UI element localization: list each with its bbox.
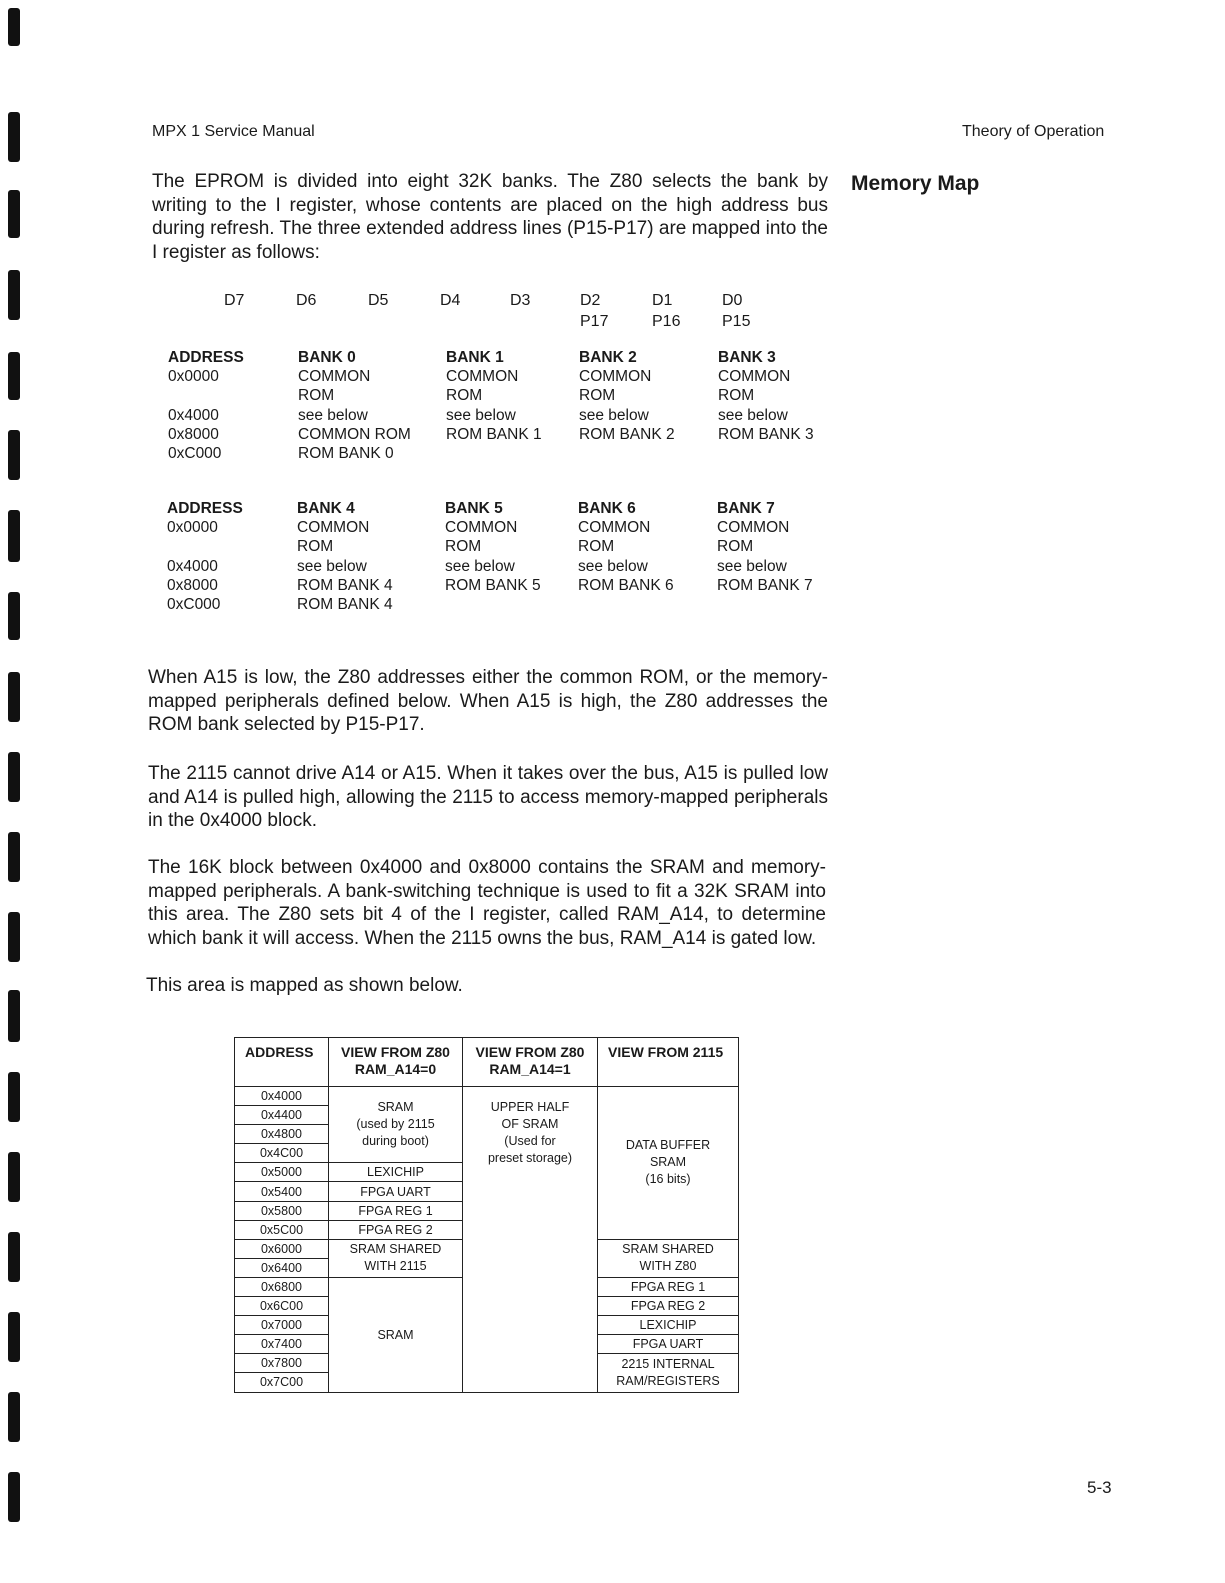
region-line: preset storage) xyxy=(487,1151,573,1166)
address-cell: 0x5400 xyxy=(235,1182,329,1201)
address-value: 0x4000 xyxy=(167,557,218,575)
bank-cell: see below xyxy=(718,406,788,424)
address-cell: 0x6400 xyxy=(235,1258,329,1277)
header-z80-ram-a14-1 xyxy=(463,1038,598,1087)
address-header: ADDRESS xyxy=(168,349,244,366)
bit-p16: P16 xyxy=(652,313,681,330)
address-value: 0x8000 xyxy=(167,576,218,594)
region-fpga-reg-1: FPGA REG 1 xyxy=(329,1201,463,1220)
bank-0-column xyxy=(298,348,411,463)
bank-cell: ROM xyxy=(446,387,483,405)
address-cell: 0x4000 xyxy=(235,1087,329,1106)
bank-cell: see below xyxy=(297,557,367,575)
address-value: 0xC000 xyxy=(167,596,221,614)
header-line: VIEW FROM Z80 xyxy=(341,1044,450,1060)
address-cell: 0x5000 xyxy=(235,1163,329,1182)
region-line: SRAM SHARED xyxy=(349,1242,442,1257)
address-cell: 0x4400 xyxy=(235,1106,329,1125)
bank-cell: COMMON xyxy=(717,519,790,537)
address-cell: 0x7000 xyxy=(235,1316,329,1335)
header-line: RAM_A14=0 xyxy=(354,1061,437,1077)
region-line: during boot) xyxy=(362,1134,429,1149)
address-value: 0x8000 xyxy=(168,425,219,443)
bit-p17: P17 xyxy=(580,313,609,330)
bank-cell: ROM xyxy=(717,538,754,556)
bank-header: BANK 0 xyxy=(298,349,356,366)
bank-header: BANK 4 xyxy=(297,500,355,517)
address-value: 0x0000 xyxy=(167,519,218,537)
address-cell: 0x7400 xyxy=(235,1335,329,1354)
bank-cell: ROM xyxy=(297,538,334,556)
header-address: ADDRESS xyxy=(235,1038,329,1087)
bank-cell: ROM xyxy=(718,387,755,405)
bank-3-column xyxy=(718,348,814,444)
address-value: 0xC000 xyxy=(168,445,222,463)
header-z80-ram-a14-0 xyxy=(329,1038,463,1087)
region-2115-lexichip: LEXICHIP xyxy=(598,1316,739,1335)
bank-cell: COMMON xyxy=(298,368,371,386)
region-line: (used by 2115 xyxy=(356,1117,435,1132)
region-sram-shared-with-2115 xyxy=(329,1239,463,1277)
bank-cell: ROM xyxy=(579,387,616,405)
bank-cell: ROM BANK 4 xyxy=(297,576,393,594)
bank-2-column xyxy=(579,348,675,444)
region-line: (16 bits) xyxy=(645,1172,691,1187)
bank-cell: see below xyxy=(579,406,649,424)
bank-header: BANK 1 xyxy=(446,349,504,366)
bank-header: BANK 7 xyxy=(717,500,775,517)
bank-1-column xyxy=(446,348,542,444)
bank-cell: ROM BANK 1 xyxy=(446,425,542,443)
bank-header: BANK 6 xyxy=(578,500,636,517)
bank-header: BANK 2 xyxy=(579,349,637,366)
bank-cell: see below xyxy=(445,557,515,575)
bank-cell: COMMON xyxy=(579,368,652,386)
memory-map-table xyxy=(234,1037,739,1393)
region-sram-boot xyxy=(329,1087,463,1163)
bank-7-column xyxy=(717,499,813,595)
bank-cell: see below xyxy=(717,557,787,575)
region-2115-fpga-uart: FPGA UART xyxy=(598,1335,739,1354)
bank-header: BANK 5 xyxy=(445,500,503,517)
address-value: 0x0000 xyxy=(168,368,219,386)
manual-title: MPX 1 Service Manual xyxy=(152,123,315,140)
bank-cell: see below xyxy=(578,557,648,575)
bank-6-column xyxy=(578,499,674,595)
address-column xyxy=(167,499,243,614)
bit-d0: D0 xyxy=(722,292,743,309)
region-line: (Used for xyxy=(504,1134,556,1149)
address-cell: 0x5C00 xyxy=(235,1220,329,1239)
address-value: 0x4000 xyxy=(168,406,219,424)
region-line: WITH Z80 xyxy=(639,1259,697,1274)
bit-p15: P15 xyxy=(722,313,751,330)
bit-d1: D1 xyxy=(652,292,673,309)
bit-d5: D5 xyxy=(368,292,389,309)
bit-d6: D6 xyxy=(296,292,317,309)
section-title: Theory of Operation xyxy=(962,123,1105,140)
paragraph-mapped-below: This area is mapped as shown below. xyxy=(146,975,463,996)
address-cell: 0x7800 xyxy=(235,1354,329,1373)
header-view-2115: VIEW FROM 2115 xyxy=(598,1038,739,1087)
bank-cell: ROM BANK 2 xyxy=(579,425,675,443)
bit-d7: D7 xyxy=(224,292,245,309)
bank-cell: ROM xyxy=(578,538,615,556)
region-upper-half-sram xyxy=(463,1087,598,1393)
bank-header: BANK 3 xyxy=(718,349,776,366)
bank-cell: ROM BANK 5 xyxy=(445,576,541,594)
paragraph-2115-bus: The 2115 cannot drive A14 or A15. When it takes over the bus, A15 is pulled low and A14 is pulled high, allowing the 2115 to access memory-mapped peripherals in the 0x4000 block. xyxy=(148,763,828,831)
region-lexichip: LEXICHIP xyxy=(329,1163,463,1182)
region-sram: SRAM xyxy=(329,1277,463,1392)
bank-cell: see below xyxy=(446,406,516,424)
region-line: 2215 INTERNAL xyxy=(621,1356,715,1371)
region-2115-fpga-reg-1: FPGA REG 1 xyxy=(598,1277,739,1296)
address-cell: 0x7C00 xyxy=(235,1373,329,1392)
bank-4-column xyxy=(297,499,393,614)
region-fpga-reg-2: FPGA REG 2 xyxy=(329,1220,463,1239)
address-cell: 0x4800 xyxy=(235,1125,329,1144)
header-line: VIEW FROM Z80 xyxy=(475,1044,585,1060)
region-line: SRAM xyxy=(377,1100,414,1115)
region-2215-internal-ram xyxy=(598,1354,739,1392)
bank-cell: COMMON xyxy=(718,368,791,386)
bank-cell: COMMON xyxy=(297,519,370,537)
bank-cell: ROM xyxy=(298,387,335,405)
bank-cell: COMMON xyxy=(445,519,518,537)
region-line: WITH 2115 xyxy=(364,1259,427,1274)
region-data-buffer-sram xyxy=(598,1087,739,1240)
bank-cell: ROM BANK 6 xyxy=(578,576,674,594)
memory-map-heading: Memory Map xyxy=(851,172,980,195)
region-line: SRAM xyxy=(649,1155,687,1170)
bank-cell: see below xyxy=(298,406,368,424)
bit-d3: D3 xyxy=(510,292,531,309)
bank-cell: ROM BANK 7 xyxy=(717,576,813,594)
address-cell: 0x4C00 xyxy=(235,1144,329,1163)
header-line: RAM_A14=1 xyxy=(489,1061,571,1077)
bank-5-column xyxy=(445,499,541,595)
bank-cell: ROM xyxy=(445,538,482,556)
address-cell: 0x6800 xyxy=(235,1277,329,1296)
bank-cell: ROM BANK 3 xyxy=(718,425,814,443)
bit-d2: D2 xyxy=(580,292,601,309)
address-header: ADDRESS xyxy=(167,500,243,517)
region-line: UPPER HALF xyxy=(490,1100,570,1115)
bank-cell: COMMON xyxy=(578,519,651,537)
region-line: OF SRAM xyxy=(501,1117,559,1132)
bit-d4: D4 xyxy=(440,292,461,309)
address-cell: 0x5800 xyxy=(235,1201,329,1220)
paragraph-a15: When A15 is low, the Z80 addresses either the common ROM, or the memory-mapped peripherals defined below. When A15 is high, the Z80 addresses the ROM bank selected by P15-P17. xyxy=(148,667,828,735)
paragraph-16k-block: The 16K block between 0x4000 and 0x8000 contains the SRAM and memory-mapped peripherals. A bank-switching technique is used to fit a 32K SRAM into this area. The Z80 sets bit 4 of the I register, called RAM_A14, to determine which bank it will access. When the 2115 owns the bus, RAM_A14 is gated low. xyxy=(148,857,826,949)
bank-cell: ROM BANK 0 xyxy=(298,445,394,463)
region-sram-shared-with-z80 xyxy=(598,1239,739,1277)
bank-cell: COMMON xyxy=(446,368,519,386)
region-line: SRAM SHARED xyxy=(622,1242,714,1257)
bank-cell: ROM BANK 4 xyxy=(297,596,393,614)
page-number: 5-3 xyxy=(1087,1478,1112,1497)
address-cell: 0x6000 xyxy=(235,1239,329,1258)
region-line: DATA BUFFER xyxy=(625,1138,711,1153)
address-column xyxy=(168,348,244,463)
bank-cell: COMMON ROM xyxy=(298,425,411,443)
address-cell: 0x6C00 xyxy=(235,1297,329,1316)
region-fpga-uart: FPGA UART xyxy=(329,1182,463,1201)
paragraph-eprom-banks: The EPROM is divided into eight 32K banks. The Z80 selects the bank by writing to the I register, whose contents are placed on the high address bus during refresh. The three extended address lines (P15-P17) are mapped into the I register as follows: xyxy=(152,171,828,263)
region-line: RAM/REGISTERS xyxy=(616,1373,720,1388)
region-2115-fpga-reg-2: FPGA REG 2 xyxy=(598,1297,739,1316)
